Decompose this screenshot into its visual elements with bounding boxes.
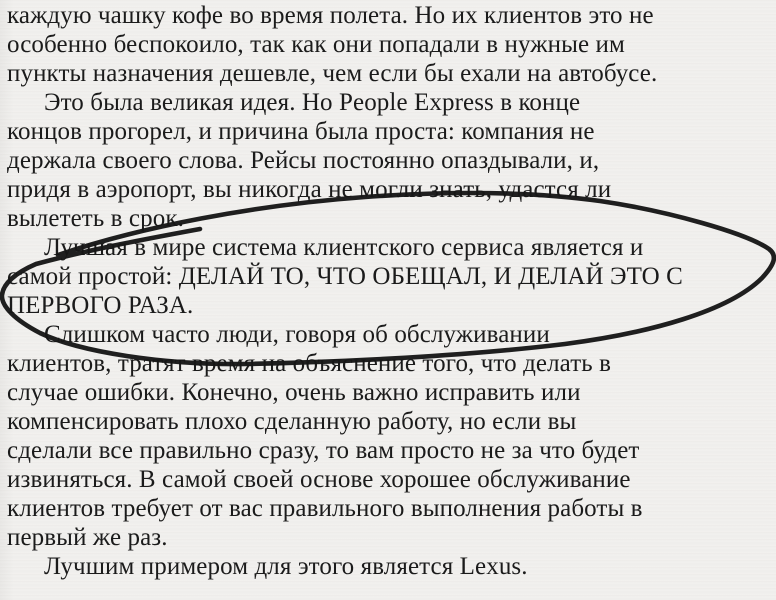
text-line: случае ошибки. Конечно, очень важно исправить или <box>7 379 581 406</box>
text-line: держала своего слова. Рейсы постоянно опаздывали, и, <box>7 147 600 174</box>
text-line: клиентов, тратят время на объяснение того, что делать в <box>7 350 611 377</box>
text-line: компенсировать плохо сделанную работу, но если вы <box>7 408 577 435</box>
text-line: Слишком часто люди, говоря об обслуживании <box>44 321 550 348</box>
text-line: вылететь в срок. <box>7 205 184 232</box>
text-line: ПЕРВОГО РАЗА. <box>7 292 194 319</box>
text-line: клиентов требует от вас правильного выполнения работы в <box>7 495 643 522</box>
text-line: каждую чашку кофе во время полета. Но их клиентов это не <box>7 2 654 29</box>
text-line: концов прогорел, и причина была проста: компания не <box>7 118 595 145</box>
text-line: пункты назначения дешевле, чем если бы ехали на автобусе. <box>7 60 658 87</box>
text-line: особенно беспокоило, так как они попадали в нужные им <box>7 31 625 58</box>
book-text-column <box>7 1 769 581</box>
text-line: Это была великая идея. Но People Express в конце <box>44 89 581 116</box>
text-line: Лучшим примером для этого является Lexus. <box>44 553 528 580</box>
text-line: первый же раз. <box>7 524 168 551</box>
text-line: Лучшая в мире система клиентского сервиса является и <box>44 234 644 261</box>
text-line: извиняться. В самой своей основе хорошее обслуживание <box>7 466 631 493</box>
text-line: придя в аэропорт, вы никогда не могли знать, удастся ли <box>7 176 612 203</box>
text-line: самой простой: ДЕЛАЙ ТО, ЧТО ОБЕЩАЛ, И ДЕЛАЙ ЭТО С <box>7 263 683 290</box>
text-line: сделали все правильно сразу, то вам просто не за что будет <box>7 437 640 464</box>
